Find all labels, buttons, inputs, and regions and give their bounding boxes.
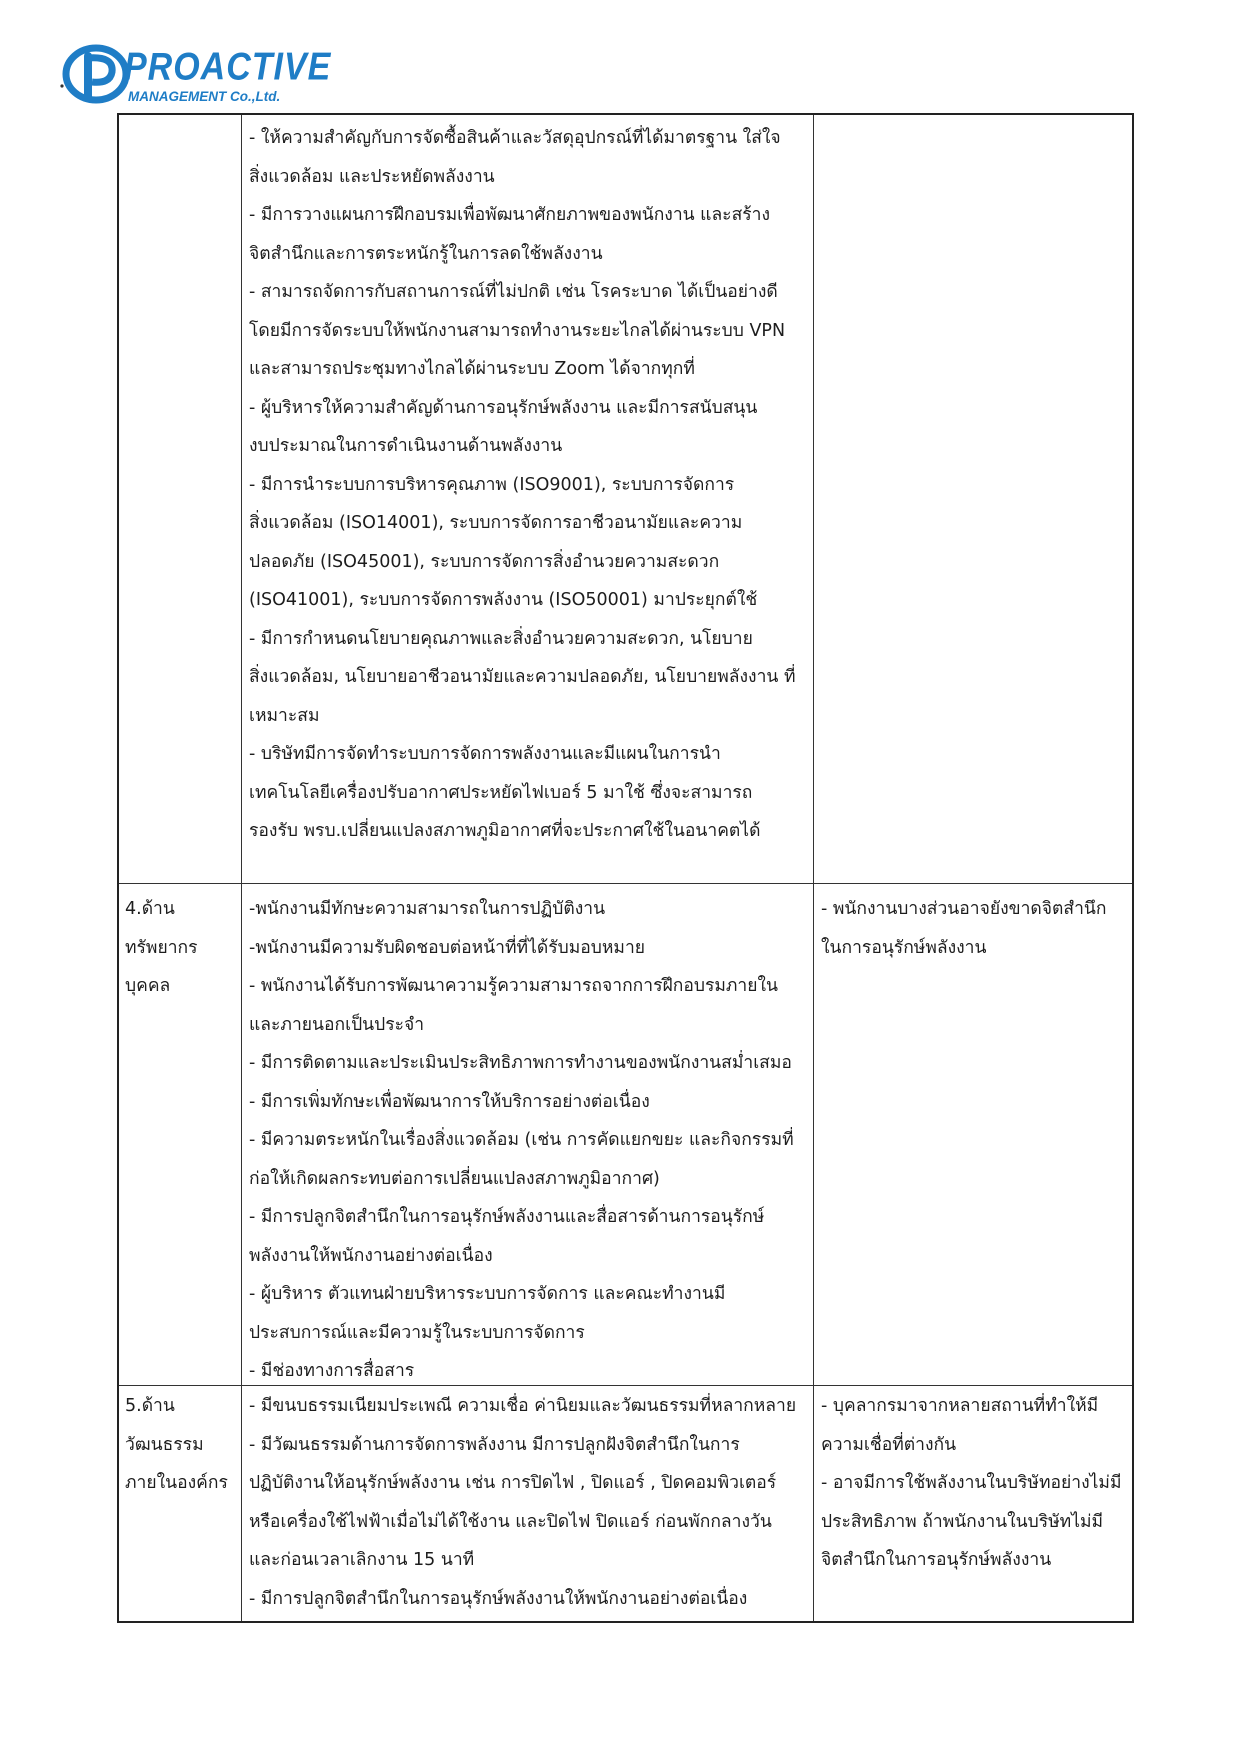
weakness-line: ในการอนุรักษ์พลังงาน [821,937,987,958]
strength-line: โดยมีการจัดระบบให้พนักงานสามารถทำงานระยะไกลได้ผ่านระบบ VPN [249,320,786,341]
row-2-weaknesses [821,890,1107,967]
strength-line: เทคโนโลยีเครื่องปรับอากาศประหยัดไฟเบอร์ 5 มาใช้ ซึ่งจะสามารถ [249,782,753,803]
weakness-line: - อาจมีการใช้พลังงานในบริษัทอย่างไม่มี [821,1473,1122,1493]
strength-line: ปฏิบัติงานให้อนุรักษ์พลังงาน เช่น การปิดไฟ , ปิดแอร์ , ปิดคอมพิวเตอร์ [249,1473,777,1493]
strength-line: และก่อนเวลาเลิกงาน 15 นาที [249,1550,475,1570]
logo-mark-icon [58,42,130,104]
strength-line: ประสบการณ์และมีความรู้ในระบบการจัดการ [249,1322,585,1343]
strength-line: - มีการปลูกจิตสำนึกในการอนุรักษ์พลังงานและสื่อสารด้านการอนุรักษ์ [249,1207,765,1227]
strength-line: - บริษัทมีการจัดทำระบบการจัดการพลังงานและมีแผนในการนำ [249,744,721,764]
strength-line: สิ่งแวดล้อม และประหยัดพลังงาน [249,166,495,187]
company-logo [58,42,332,112]
strength-line: - สามารถจัดการกับสถานการณ์ที่ไม่ปกติ เช่น โรคระบาด ได้เป็นอย่างดี [249,282,778,302]
strength-line: และภายนอกเป็นประจำ [249,1014,425,1035]
strength-line: สิ่งแวดล้อม (ISO14001), ระบบการจัดการอาชีวอนามัยและความ [249,513,743,533]
strength-line: (ISO41001), ระบบการจัดการพลังงาน (ISO50001) มาประยุกต์ใช้ [249,590,758,610]
strength-line: - มีความตระหนักในเรื่องสิ่งแวดล้อม (เช่น การคัดแยกขยะ และกิจกรรมที่ [249,1130,794,1150]
strength-line: - มีการกำหนดนโยบายคุณภาพและสิ่งอำนวยความสะดวก, นโยบาย [249,628,753,649]
strength-line: เหมาะสม [249,705,320,726]
strength-line: - ผู้บริหาร ตัวแทนฝ่ายบริหารระบบการจัดการ และคณะทำงานมี [249,1284,726,1304]
strength-line: -พนักงานมีความรับผิดชอบต่อหน้าที่ที่ได้รับมอบหมาย [249,937,646,958]
strength-line: - ให้ความสำคัญกับการจัดซื้อสินค้าและวัสดุอุปกรณ์ที่ได้มาตรฐาน ใส่ใจ [249,128,781,148]
strength-line: จิตสำนึกและการตระหนักรู้ในการลดใช้พลังงาน [249,243,603,264]
strength-line: -พนักงานมีทักษะความสามารถในการปฏิบัติงาน [249,899,606,919]
weakness-line: จิตสำนึกในการอนุรักษ์พลังงาน [821,1550,1052,1570]
logo-brand-text: PROACTIVE [124,45,332,89]
strength-line: ปลอดภัย (ISO45001), ระบบการจัดการสิ่งอำนวยความสะดวก [249,551,720,572]
aspect-line: 4.ด้าน [125,899,175,919]
aspect-line: วัฒนธรรม [125,1434,204,1455]
strength-line: - มีช่องทางการสื่อสาร [249,1361,415,1381]
weakness-line: - พนักงานบางส่วนอาจยังขาดจิตสำนึก [821,899,1107,919]
weakness-line: ประสิทธิภาพ ถ้าพนักงานในบริษัทไม่มี [821,1511,1104,1532]
row-2-strengths [249,890,794,1391]
row-3-aspect [125,1387,228,1503]
weakness-line: ความเชื่อที่ต่างกัน [821,1434,957,1455]
strength-line: - มีการปลูกจิตสำนึกในการอนุรักษ์พลังงานให้พนักงานอย่างต่อเนื่อง [249,1588,748,1609]
strength-line: - มีขนบธรรมเนียมประเพณี ความเชื่อ ค่านิยมและวัฒนธรรมที่หลากหลาย [249,1396,797,1416]
weakness-line: - บุคลากรมาจากหลายสถานที่ทำให้มี [821,1396,1099,1416]
strength-line: - มีการติดตามและประเมินประสิทธิภาพการทำงานของพนักงานสม่ำเสมอ [249,1053,792,1073]
strength-line: - ผู้บริหารให้ความสำคัญด้านการอนุรักษ์พลังงาน และมีการสนับสนุน [249,397,758,418]
strength-line: รองรับ พรบ.เปลี่ยนแปลงสภาพภูมิอากาศที่จะประกาศใช้ในอนาคตได้ [249,821,761,841]
strength-line: ก่อให้เกิดผลกระทบต่อการเปลี่ยนแปลงสภาพภูมิอากาศ) [249,1168,660,1189]
strength-line: - พนักงานได้รับการพัฒนาความรู้ความสามารถจากการฝึกอบรมภายใน [249,976,779,996]
aspect-line: ภายในองค์กร [125,1473,228,1493]
aspect-line: 5.ด้าน [125,1396,175,1416]
row-3-strengths [249,1387,796,1618]
aspect-line: ทรัพยากร [125,937,198,958]
strength-line: งบประมาณในการดำเนินงานด้านพลังงาน [249,436,563,456]
row-3-weaknesses [821,1387,1121,1580]
row-1-strengths [249,119,796,851]
strength-line: - มีวัฒนธรรมด้านการจัดการพลังงาน มีการปลูกฝังจิตสำนึกในการ [249,1434,740,1455]
analysis-table [117,113,1134,1623]
aspect-line: บุคคล [125,976,171,996]
strength-line: และสามารถประชุมทางไกลได้ผ่านระบบ Zoom ได้จากทุกที่ [249,359,695,379]
strength-line: สิ่งแวดล้อม, นโยบายอาชีวอนามัยและความปลอดภัย, นโยบายพลังงาน ที่ [249,667,796,687]
strength-line: พลังงานให้พนักงานอย่างต่อเนื่อง [249,1245,493,1266]
strength-line: หรือเครื่องใช้ไฟฟ้าเมื่อไม่ได้ใช้งาน และปิดไฟ ปิดแอร์ ก่อนพักกลางวัน [249,1511,772,1532]
strength-line: - มีการนำระบบการบริหารคุณภาพ (ISO9001), ระบบการจัดการ [249,474,735,495]
strength-line: - มีการเพิ่มทักษะเพื่อพัฒนาการให้บริการอย่างต่อเนื่อง [249,1091,650,1112]
logo-sub-text: MANAGEMENT Co.,Ltd. [128,89,281,104]
row-2-aspect [125,890,198,1006]
strength-line: - มีการวางแผนการฝึกอบรมเพื่อพัฒนาศักยภาพของพนักงาน และสร้าง [249,205,771,225]
